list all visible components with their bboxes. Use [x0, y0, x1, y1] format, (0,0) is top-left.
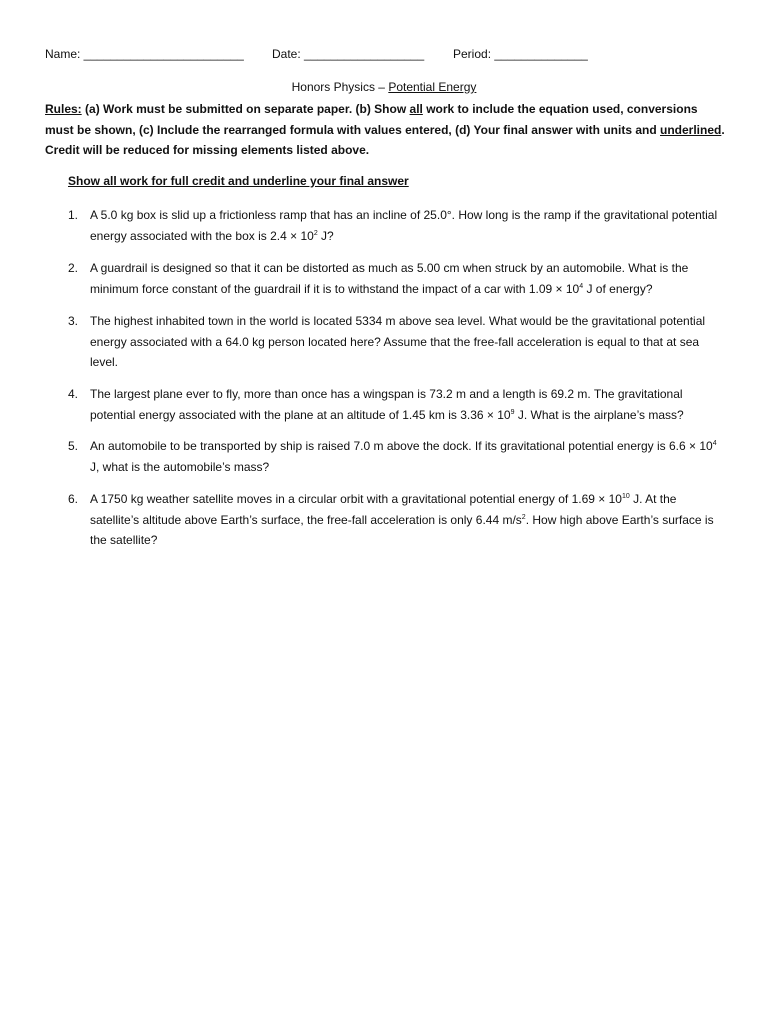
question-text-a: A 1750 kg weather satellite moves in a circular orbit with a gravitational potential energy of 1.69 × 10 — [90, 492, 622, 506]
question-text-c: . How high above Earth’s surface is the satellite? — [90, 512, 714, 547]
question-text-a: The highest inhabited town in the world is located 5334 m above sea level. What would be the gravitational potential energy associated with a 64.0 kg person located here? Assume that the free-fall acceleration is equal to that at sea level. — [90, 314, 706, 369]
rules-part-3: . Credit will be reduced for missing elements listed above. — [45, 122, 725, 157]
question-item — [68, 205, 728, 246]
question-text-b: J? — [317, 228, 334, 243]
question-superscript: 2 — [313, 229, 318, 237]
question-number: 4. — [68, 387, 79, 401]
question-text-b: J of energy? — [583, 281, 653, 296]
question-item — [68, 311, 728, 373]
rules-underlined: underlined — [660, 122, 722, 137]
question-number: 2. — [68, 261, 79, 275]
question-number: 3. — [68, 314, 79, 328]
page-title — [0, 80, 768, 94]
question-text-a: An automobile to be transported by ship is raised 7.0 m above the dock. If its gravitational potential energy is 6.6 × 10 — [90, 439, 713, 453]
rules-label: Rules: — [45, 102, 82, 116]
rules-all: all — [409, 102, 423, 116]
question-text-a: A 5.0 kg box is slid up a frictionless ramp that has an incline of 25.0°. How long is the ramp if the gravitational potential energy associated with the box is 2.4 × 10 — [90, 208, 718, 243]
question-text — [90, 384, 728, 425]
title-topic: Potential Energy — [388, 80, 477, 94]
question-superscript: 4 — [579, 282, 584, 290]
question-text-b: J. At the satellite’s altitude above Earth’s surface, the free-fall acceleration is only 6.44 m/s — [90, 492, 677, 527]
date-field: Date: __________________ — [272, 47, 425, 61]
question-superscript: 9 — [510, 408, 515, 416]
rules-part-1: (a) Work must be submitted on separate paper. (b) Show — [81, 102, 410, 116]
question-text-b: J, what is the automobile’s mass? — [90, 459, 270, 474]
title-prefix: Honors Physics – — [291, 80, 389, 94]
rules-paragraph — [45, 99, 725, 161]
question-item — [68, 384, 728, 425]
question-superscript: 4 — [712, 440, 717, 447]
question-number: 6. — [68, 492, 79, 506]
rules-part-2: work to include the equation used, conversions must be shown, (c) Include the rearranged formula with values entered, (d) Your final answer with units and — [45, 102, 698, 137]
question-number: 5. — [68, 439, 79, 453]
question-item — [68, 489, 728, 551]
question-text-a: The largest plane ever to fly, more than once has a wingspan is 73.2 m and a length is 69.2 m. The gravitational potential energy associated with the plane at an altitude of 1.45 km is 3.36 × 10 — [90, 387, 683, 422]
question-text — [90, 205, 728, 246]
question-text — [90, 436, 728, 477]
question-text-b: J. What is the airplane’s mass? — [514, 407, 684, 422]
question-text-a: A guardrail is designed so that it can be distorted as much as 5.00 cm when struck by an automobile. What is the minimum force constant of the guardrail if it is to withstand the impact of a car with 1.09 × 10 — [90, 261, 689, 296]
question-text — [90, 489, 728, 551]
student-info-header — [45, 47, 725, 65]
question-superscript-2: 2 — [521, 513, 526, 521]
question-superscript: 10 — [621, 493, 630, 500]
period-field: Period: ______________ — [453, 47, 588, 61]
question-text — [90, 311, 728, 373]
instruction-heading: Show all work for full credit and underline your final answer — [68, 174, 409, 188]
question-number: 1. — [68, 208, 79, 222]
question-item — [68, 258, 728, 299]
question-item — [68, 436, 728, 477]
name-field: Name: ________________________ — [45, 47, 244, 61]
question-text — [90, 258, 728, 299]
